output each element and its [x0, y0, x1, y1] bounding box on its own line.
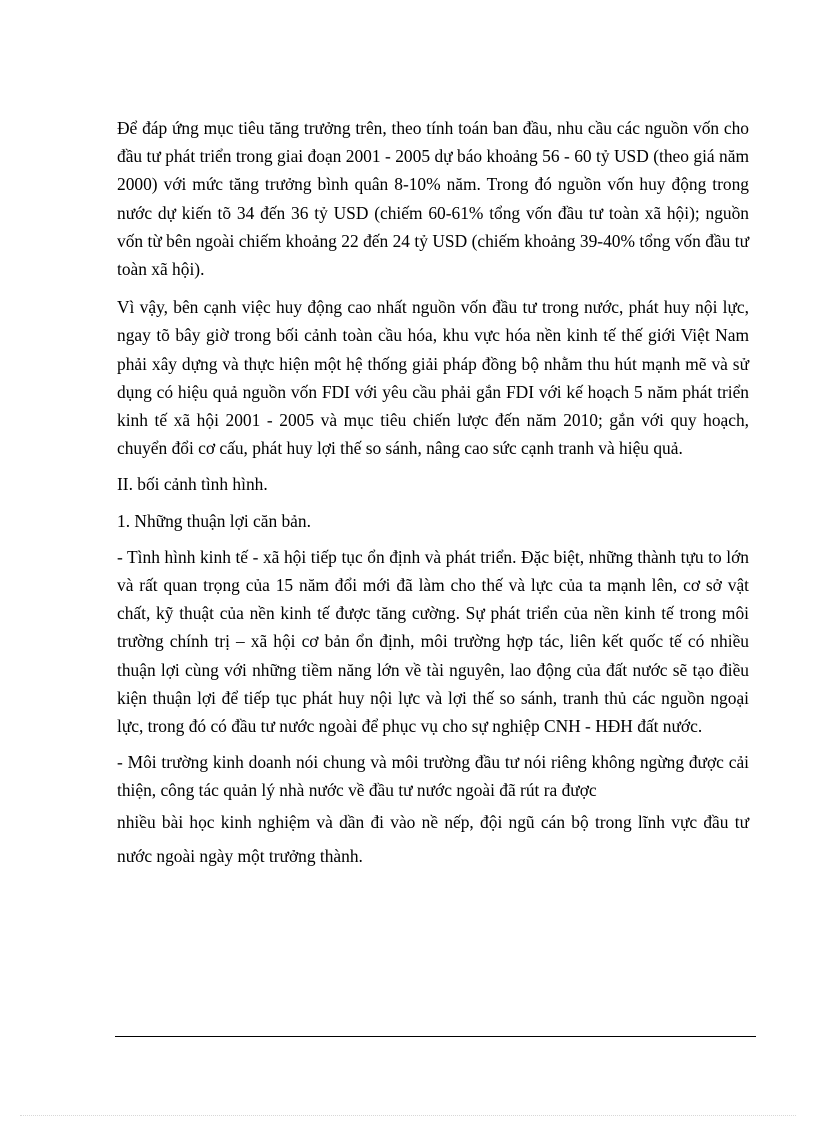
paragraph-fdi-strategy: Vì vậy, bên cạnh việc huy động cao nhất nguồn vốn đầu tư trong nước, phát huy nội lực, ngay tõ bây giờ trong bối cảnh toàn cầu hóa, khu vực hóa nền kinh tế thế giới Việt Nam phải xây dựng và thực hiện một hệ thống giải pháp đồng bộ nhằm thu hút mạnh mẽ và sử dụng có hiệu quả nguồn vốn FDI với yêu cầu phải gắn FDI với kế hoạch 5 năm phát triển kinh tế xã hội 2001 - 2005 và mục tiêu chiến lược đến năm 2010; gắn với quy hoạch, chuyển đổi cơ cấu, phát huy lợi thế so sánh, nâng cao sức cạnh tranh và hiệu quả.: [117, 297, 749, 459]
subsection-heading: 1. Những thuận lợi căn bản.: [117, 510, 311, 531]
bullet-socioeconomic-stability: - Tình hình kinh tế - xã hội tiếp tục ổn định và phát triển. Đặc biệt, những thành tựu to lớn và rất quan trọng của 15 năm đổi mới đã làm cho thế và lực của ta mạnh lên, cơ sở vật chất, kỹ thuật của nền kinh tế được tăng cường. Sự phát triển của nền kinh tế trong môi trường chính trị – xã hội cơ bản ổn định, môi trường hợp tác, liên kết quốc tế có nhiều thuận lợi cùng với những tiềm năng lớn về tài nguyên, lao động của đất nước sẽ tạo điều kiện thuận lợi để tiếp tục phát huy nội lực và lợi thế so sánh, tranh thủ các nguồn ngoại lực, trong đó có đầu tư nước ngoài để phục vụ cho sự nghiệp CNH - HĐH đất nước.: [117, 546, 749, 737]
bullet-business-environment-part-1: - Môi trường kinh doanh nói chung và môi trường đầu tư nói riêng không ngừng được cải thiện, công tác quản lý nhà nước về đầu tư nước ngoài đã rút ra được: [117, 752, 749, 801]
bullet-business-environment-part-2: nhiều bài học kinh nghiệm và dần đi vào nề nếp, đội ngũ cán bộ trong lĩnh vực đầu tư nước ngoài ngày một trưởng thành.: [117, 811, 749, 866]
footer-divider: [115, 1036, 756, 1037]
page-bottom-border: [20, 1115, 796, 1116]
document-body: [117, 114, 749, 881]
section-heading: II. bối cảnh tình hình.: [117, 474, 268, 495]
bullet-business-environment: [117, 748, 749, 872]
paragraph-funding-needs: Để đáp ứng mục tiêu tăng trưởng trên, theo tính toán ban đầu, nhu cầu các nguồn vốn cho đầu tư phát triển trong giai đoạn 2001 - 2005 dự báo khoảng 56 - 60 tỷ USD (theo giá năm 2000) với mức tăng trưởng bình quân 8-10% năm. Trong đó nguồn vốn huy động trong nước dự kiến tõ 34 đến 36 tỷ USD (chiếm 60-61% tổng vốn đầu tư toàn xã hội); nguồn vốn từ bên ngoài chiếm khoảng 22 đến 24 tỷ USD (chiếm khoảng 39-40% tổng vốn đầu tư toàn xã hội).: [117, 118, 749, 280]
